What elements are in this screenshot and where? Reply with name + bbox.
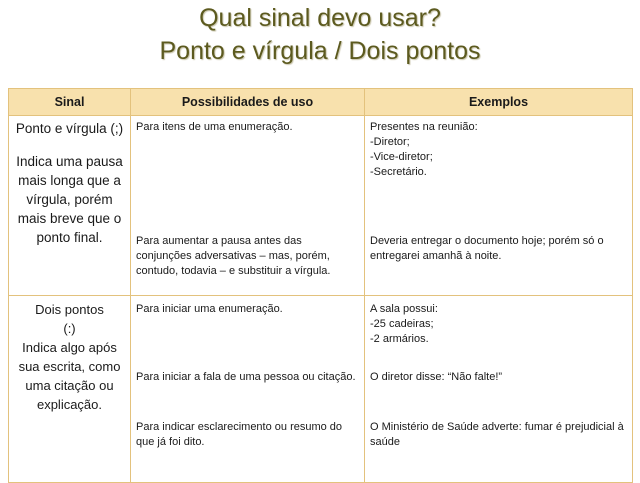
sign-symbol: (:) — [63, 321, 76, 336]
uses-cell — [131, 116, 365, 296]
title-line-1: Qual sinal devo usar? — [199, 4, 441, 32]
example-line: O Ministério de Saúde adverte: fumar é prejudicial à saúde — [370, 421, 624, 448]
example-line: Deveria entregar o documento hoje; porém só o entregarei amanhã à noite. — [370, 235, 604, 262]
table-header-row — [9, 89, 633, 116]
example-block — [370, 370, 628, 385]
header-exemplos: Exemplos — [365, 89, 633, 116]
header-sinal: Sinal — [9, 89, 131, 116]
sign-cell — [9, 296, 131, 483]
title-line-2: Ponto e vírgula / Dois pontos — [159, 37, 481, 65]
use-item: Para iniciar a fala de uma pessoa ou citação. — [136, 371, 356, 383]
example-block — [370, 234, 628, 264]
example-block — [370, 120, 628, 180]
punctuation-table — [8, 88, 633, 483]
sign-cell — [9, 116, 131, 296]
header-possibilidades: Possibilidades de uso — [131, 89, 365, 116]
example-line: -2 armários. — [370, 333, 429, 345]
use-item: Para iniciar uma enumeração. — [136, 303, 283, 315]
table-row — [9, 296, 633, 483]
example-line: -Vice-diretor; — [370, 151, 433, 163]
example-block — [370, 420, 628, 450]
example-line: -25 cadeiras; — [370, 318, 434, 330]
sign-name: Dois pontos — [35, 302, 104, 317]
slide-title — [0, 2, 640, 68]
use-item: Para aumentar a pausa antes das conjunções adversativas – mas, porém, contudo, todavia – e substituir a vírgula. — [136, 235, 331, 277]
example-line: O diretor disse: “Não falte!” — [370, 371, 503, 383]
sign-name: Ponto e vírgula (;) — [15, 121, 124, 136]
example-line: -Diretor; — [370, 136, 410, 148]
examples-cell — [365, 296, 633, 483]
use-item: Para itens de uma enumeração. — [136, 121, 293, 133]
uses-cell — [131, 296, 365, 483]
table-row — [9, 116, 633, 296]
example-line: -Secretário. — [370, 166, 427, 178]
sign-description: Indica algo após sua escrita, como uma citação ou explicação. — [18, 340, 121, 412]
use-item: Para indicar esclarecimento ou resumo do que já foi dito. — [136, 421, 343, 448]
examples-cell — [365, 116, 633, 296]
example-line: A sala possui: — [370, 303, 438, 315]
example-line: Presentes na reunião: — [370, 121, 478, 133]
sign-description: Indica uma pausa mais longa que a vírgula, porém mais breve que o ponto final. — [16, 154, 123, 245]
example-block — [370, 302, 628, 347]
